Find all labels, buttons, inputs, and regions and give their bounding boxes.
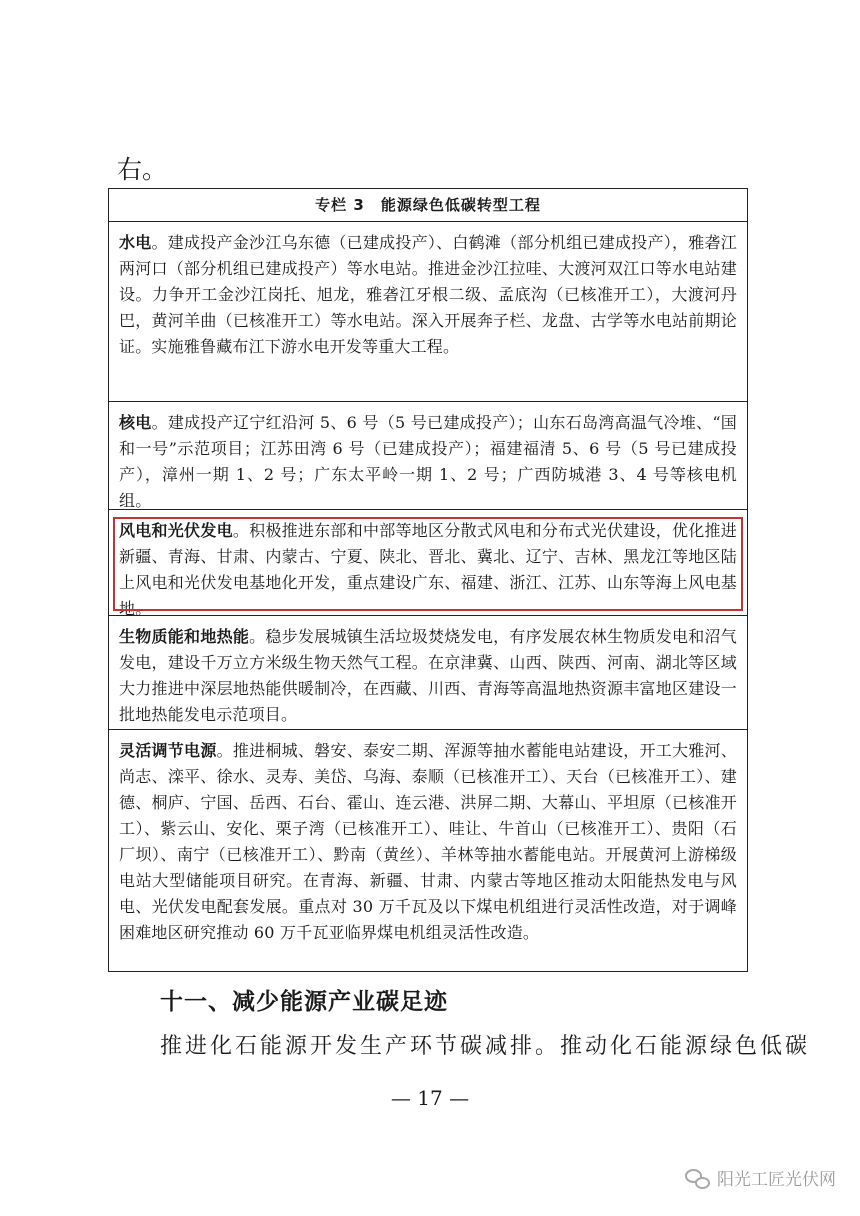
row-body: 。建成投产金沙江乌东德（已建成投产）、白鹤滩（部分机组已建成投产），雅砻江两河口（部分机组已建成投产）等水电站。推进金沙江拉哇、大渡河双江口等水电站建设。力争开工金沙江岗托、旭龙，雅砻江牙根二级、孟底沟（已核准开工），大渡河丹巴，黄河羊曲（已核准开工）等水电站。深入开展奔子栏、龙盘、古学等水电站前期论证。实施雅鲁藏布江下游水电开发等重大工程。 <box>119 233 737 356</box>
row-heading: 灵活调节电源 <box>119 741 217 760</box>
watermark-text: 阳光工匠光伏网 <box>717 1170 836 1190</box>
table-row-flexible-power <box>109 730 747 972</box>
table-row-hydropower <box>109 222 747 402</box>
row-body: 。积极推进东部和中部等地区分散式风电和分布式光伏建设，优化推进新疆、青海、甘肃、内蒙古、宁夏、陕北、晋北、冀北、辽宁、吉林、黑龙江等地区陆上风电和光伏发电基地化开发，重点建设广东、福建、浙江、江苏、山东等海上风电基地。 <box>119 521 737 618</box>
watermark <box>685 1168 836 1192</box>
row-body: 。稳步发展城镇生活垃圾焚烧发电，有序发展农林生物质发电和沼气发电，建设千万立方米级生物天然气工程。在京津冀、山西、陕西、河南、湖北等区域大力推进中深层地热能供暖制冷，在西藏、川西、青海等高温地热资源丰富地区建设一批地热能发电示范项目。 <box>119 627 737 724</box>
table-row-wind-solar <box>109 510 747 616</box>
row-heading: 生物质能和地热能 <box>119 627 250 646</box>
special-column-table <box>108 188 748 972</box>
table-row-nuclear <box>109 402 747 510</box>
row-body: 。推进桐城、磐安、泰安二期、浑源等抽水蓄能电站建设，开工大雅河、尚志、滦平、徐水、灵寿、美岱、乌海、泰顺（已核准开工）、天台（已核准开工）、建德、桐庐、宁国、岳西、石台、霍山、连云港、洪屏二期、大幕山、平坦原（已核准开工）、紫云山、安化、栗子湾（已核准开工）、哇让、牛首山（已核准开工）、贵阳（石厂坝）、南宁（已核准开工）、黔南（黄丝）、羊林等抽水蓄能电站。开展黄河上游梯级电站大型储能项目研究。在青海、新疆、甘肃、内蒙古等地区推动太阳能热发电与风电、光伏发电配套发展。重点对 30 万千瓦及以下煤电机组进行灵活性改造，对于调峰困难地区研究推动 60 万千瓦亚临界煤电机组灵活性改造。 <box>119 741 737 942</box>
lead-text: 右。 <box>117 155 168 184</box>
section-heading: 十一、减少能源产业碳足迹 <box>160 989 448 1015</box>
wechat-icon <box>685 1169 711 1191</box>
row-heading: 核电 <box>119 413 152 432</box>
row-heading: 水电 <box>119 233 152 252</box>
page-number: — 17 — <box>390 1086 470 1110</box>
table-row-biomass-geothermal <box>109 616 747 730</box>
table-title: 专栏 3 能源绿色低碳转型工程 <box>109 189 747 222</box>
row-heading: 风电和光伏发电 <box>119 521 233 540</box>
row-body: 。建成投产辽宁红沿河 5、6 号（5 号已建成投产）；山东石岛湾高温气冷堆、“国和一号”示范项目；江苏田湾 6 号（已建成投产）；福建福清 5、6 号（5 号已建成投产），漳州一期 1、2 号；广东太平岭一期 1、2 号；广西防城港 3、4 号等核电机组。 <box>119 413 737 510</box>
body-paragraph: 推进化石能源开发生产环节碳减排。推动化石能源绿色低碳 <box>160 1034 811 1059</box>
